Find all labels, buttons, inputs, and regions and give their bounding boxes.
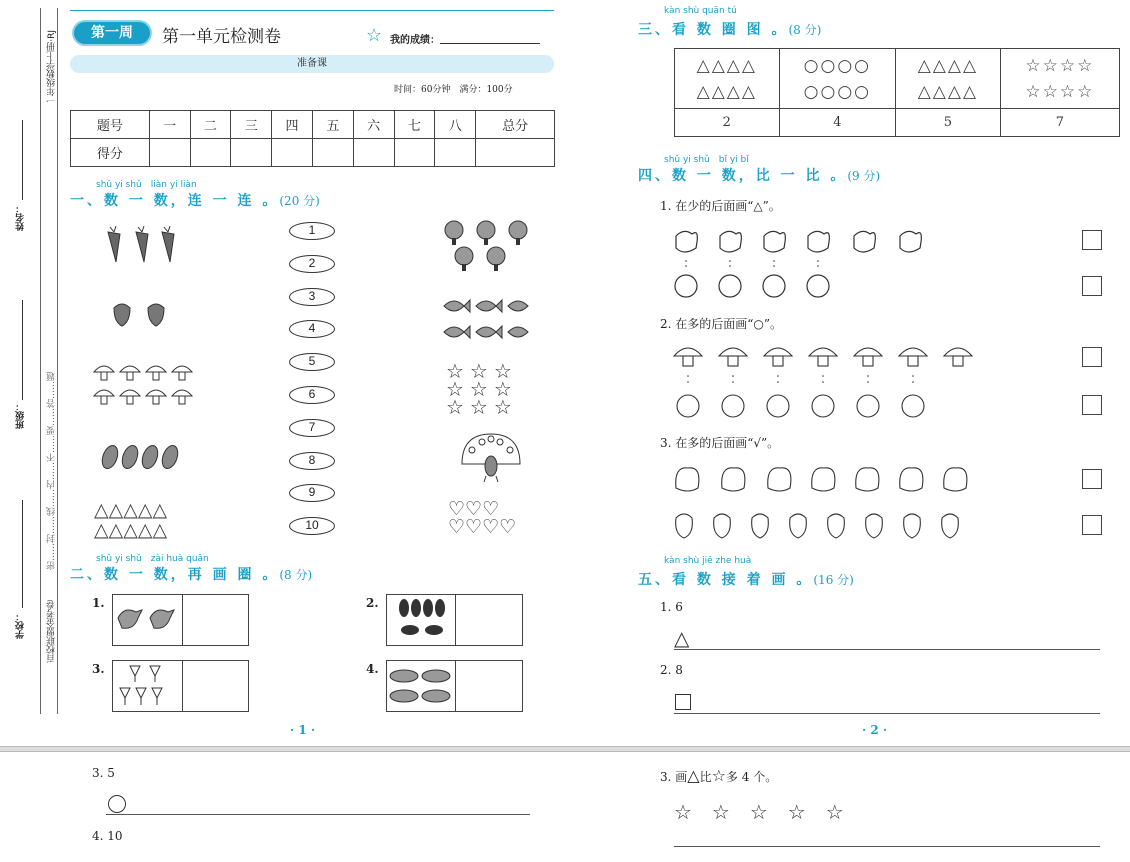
eggplants-icon bbox=[396, 598, 448, 642]
sec2-q4-label: 4. bbox=[366, 662, 379, 676]
sec2-pinyin: shǔ yi shǔ zài huà quān bbox=[96, 554, 209, 564]
sec5-q2: 2. 8 bbox=[660, 663, 683, 677]
sec3-table bbox=[674, 48, 1120, 137]
sec5-q4: 4. 10 bbox=[92, 829, 123, 843]
sec5-q1-line[interactable] bbox=[674, 649, 1100, 650]
number-oval-2[interactable]: 2 bbox=[289, 255, 335, 273]
number-oval-7[interactable]: 7 bbox=[289, 419, 335, 437]
sec2-title: 二、数 一 数，再 画 圈 。(8 分) bbox=[70, 567, 313, 583]
score-col-9: 总分 bbox=[476, 111, 555, 139]
number-oval-9[interactable]: 9 bbox=[289, 484, 335, 502]
score-col-0: 题号 bbox=[71, 111, 150, 139]
sec2-q1-label: 1. bbox=[92, 596, 105, 610]
oranges-icon bbox=[672, 258, 832, 300]
score-col-2: 二 bbox=[190, 111, 231, 139]
sec2-q1-answer[interactable] bbox=[182, 594, 249, 646]
sec4-q2-box-b[interactable] bbox=[1082, 395, 1102, 415]
sec3-pinyin: kàn shù quān tú bbox=[664, 6, 737, 16]
sec1-title: 一、数 一 数，连 一 连 。(20 分) bbox=[70, 193, 320, 209]
name-label: 姓名： bbox=[16, 204, 26, 231]
score-col-8: 八 bbox=[435, 111, 476, 139]
score-col-1: 一 bbox=[149, 111, 190, 139]
score-label: 我的成绩： bbox=[390, 35, 440, 46]
circle-icon bbox=[108, 795, 126, 813]
sec5-title: 五、看 数 接 着 画 。(16 分) bbox=[638, 572, 854, 588]
sec4-title: 四、数 一 数，比 一 比 。(9 分) bbox=[638, 168, 881, 184]
sec4-q1-box-a[interactable] bbox=[1082, 230, 1102, 250]
sec3-title: 三、看 数 圈 图 。(8 分) bbox=[638, 22, 822, 38]
sec2-q4-answer[interactable] bbox=[455, 660, 523, 712]
sec4-pinyin: shǔ yi shǔ bǐ yi bǐ bbox=[664, 155, 749, 165]
sec5-q3: 3. 5 bbox=[92, 766, 115, 780]
bottom-q3: 3. 画△比☆多 4 个。 bbox=[660, 766, 778, 785]
score-row bbox=[71, 139, 555, 167]
stars-grid-icon: ☆☆☆ ☆☆☆ ☆☆☆ bbox=[446, 359, 518, 419]
sec4-q3-box-a[interactable] bbox=[1082, 469, 1102, 489]
week-badge: 第一周 bbox=[72, 20, 152, 46]
cups-icon bbox=[116, 664, 176, 708]
star-icon: ☆ bbox=[366, 25, 383, 46]
number-oval-6[interactable]: 6 bbox=[289, 386, 335, 404]
sec2-q3-label: 3. bbox=[92, 662, 105, 676]
score-col-3: 三 bbox=[231, 111, 272, 139]
score-field[interactable] bbox=[440, 43, 540, 44]
sec2-q2-answer[interactable] bbox=[455, 594, 523, 646]
sec3-number-row: 2 4 5 7 bbox=[675, 109, 1120, 137]
mushrooms-row-icon bbox=[672, 342, 982, 422]
number-oval-3[interactable]: 3 bbox=[289, 288, 335, 306]
sec4-q3-box-b[interactable] bbox=[1082, 515, 1102, 535]
sec3-shape-row: △△△△ △△△△ ○○○○ ○○○○ △△△△ △△△△ ☆☆☆☆ ☆☆☆☆ bbox=[675, 49, 1120, 109]
birds-icon bbox=[114, 602, 180, 636]
name-field[interactable] bbox=[22, 120, 23, 200]
score-col-7: 七 bbox=[394, 111, 435, 139]
seal-text: 密……封……线……内……不……要……答……题 bbox=[47, 372, 57, 570]
hats-icon bbox=[388, 664, 454, 708]
score-table bbox=[70, 110, 555, 167]
sec4-q2-box-a[interactable] bbox=[1082, 347, 1102, 367]
sec2-q2-label: 2. bbox=[366, 596, 379, 610]
triangles-icon: △△△△△ △△△△△ bbox=[94, 499, 168, 541]
school-label: 学校： bbox=[16, 612, 26, 639]
page-separator bbox=[0, 746, 1130, 752]
star-icon: ☆ bbox=[711, 766, 726, 785]
score-col-4: 四 bbox=[272, 111, 313, 139]
bottom-q3-line[interactable] bbox=[674, 846, 1100, 847]
sec5-q1: 1. 6 bbox=[660, 600, 683, 614]
apples-outline-icon bbox=[672, 226, 932, 256]
course-bar: 准备课 bbox=[70, 55, 554, 73]
sec2-q3-answer[interactable] bbox=[182, 660, 249, 712]
sec4-q3: 3. 在多的后面画“√”。 bbox=[660, 436, 780, 450]
carrots-icon bbox=[100, 226, 180, 266]
number-oval-8[interactable]: 8 bbox=[289, 452, 335, 470]
header-top-line bbox=[70, 10, 554, 11]
sec4-q1: 1. 在少的后面画“△”。 bbox=[660, 199, 781, 213]
school-field[interactable] bbox=[22, 500, 23, 608]
class-label: 班级： bbox=[16, 402, 26, 429]
page-number-2: · 2 · bbox=[862, 723, 888, 737]
sec4-q2: 2. 在多的后面画“○”。 bbox=[660, 317, 783, 331]
sec5-pinyin: kàn shù jiē zhe huà bbox=[664, 556, 752, 566]
triangle-icon: △ bbox=[687, 766, 700, 785]
corn-icon bbox=[100, 442, 184, 472]
hearts-icon: ♡♡♡ ♡♡♡♡ bbox=[448, 498, 517, 538]
time-info: 时间：60分钟 满分：100分 bbox=[394, 85, 513, 95]
score-row-label: 得分 bbox=[71, 139, 150, 167]
brand-label: 百校联盟金考卷 bbox=[47, 600, 57, 663]
class-field[interactable] bbox=[22, 300, 23, 400]
strawberries-icon bbox=[110, 300, 174, 328]
sec4-q1-box-b[interactable] bbox=[1082, 276, 1102, 296]
number-oval-1[interactable]: 1 bbox=[289, 222, 335, 240]
number-oval-5[interactable]: 5 bbox=[289, 353, 335, 371]
trees-icon bbox=[440, 220, 532, 272]
binding-line bbox=[40, 8, 41, 714]
peaches-icon bbox=[672, 462, 972, 542]
square-icon bbox=[675, 694, 691, 710]
sec1-pinyin: shǔ yi shǔ liàn yi liàn bbox=[96, 180, 197, 190]
page-title: 第一单元检测卷 bbox=[162, 27, 281, 47]
fish-icon bbox=[440, 296, 532, 348]
sec5-q3-line[interactable] bbox=[106, 814, 530, 815]
number-oval-10[interactable]: 10 bbox=[289, 517, 335, 535]
score-col-5: 五 bbox=[312, 111, 353, 139]
peacock-icon bbox=[456, 430, 526, 482]
score-col-6: 六 bbox=[353, 111, 394, 139]
triangle-icon: △ bbox=[674, 626, 690, 650]
score-header-row bbox=[71, 111, 555, 139]
number-oval-4[interactable]: 4 bbox=[289, 320, 335, 338]
sec5-q2-line[interactable] bbox=[674, 713, 1100, 714]
stars-row-icon: ☆ ☆ ☆ ☆ ☆ bbox=[674, 800, 844, 824]
edition-label: 一年级数学上册·RJ bbox=[47, 30, 57, 105]
mushrooms-icon bbox=[92, 362, 196, 410]
page-number-1: · 1 · bbox=[290, 723, 316, 737]
